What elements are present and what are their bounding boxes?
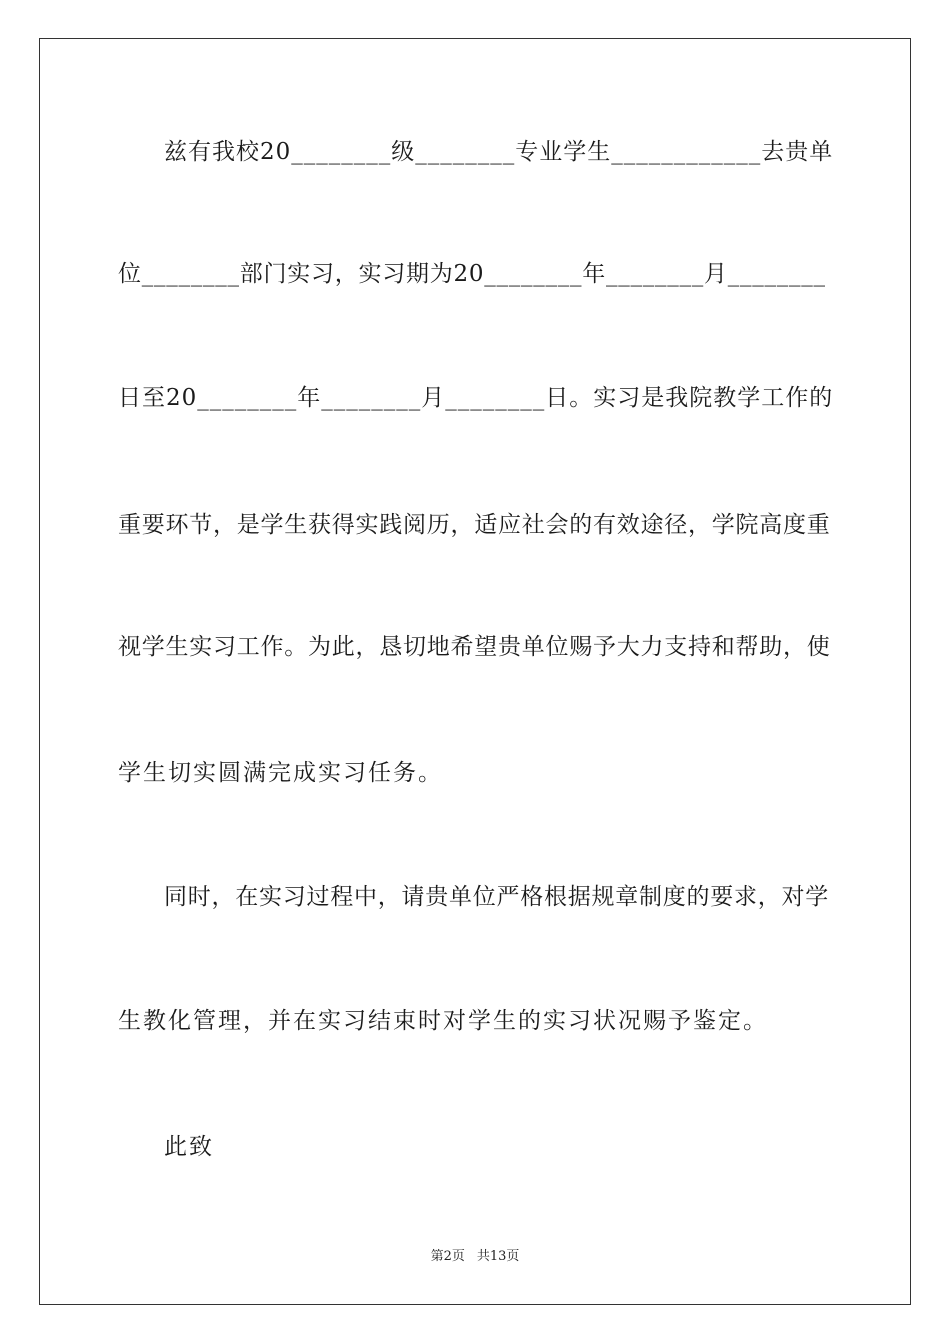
paragraph2-line2: 生教化管理，并在实习结束时对学生的实习状况赐予鉴定。 [118, 1008, 768, 1034]
paragraph1-line5: 视学生实习工作。为此，恳切地希望贵单位赐予大力支持和帮助，使 [118, 634, 831, 660]
paragraph1-line6: 学生切实圆满完成实习任务。 [118, 760, 443, 786]
paragraph1-line3: 日至20________年________月________日。实习是我院教学工作的 [118, 385, 834, 411]
page-number: 第2页 [430, 1249, 465, 1264]
closing-salutation: 此致 [164, 1134, 214, 1160]
page-footer [0, 1248, 950, 1266]
page-frame [39, 38, 911, 1305]
paragraph2-line1: 同时，在实习过程中，请贵单位严格根据规章制度的要求，对学 [164, 884, 829, 910]
paragraph1-line2: 位________部门实习，实习期为20________年________月________ [118, 261, 826, 287]
page-total: 共13页 [476, 1249, 520, 1264]
paragraph1-line4: 重要环节，是学生获得实践阅历，适应社会的有效途径，学院高度重 [118, 512, 831, 538]
paragraph1-line1: 兹有我校20________级________专业学生____________去贵单 [164, 139, 834, 165]
